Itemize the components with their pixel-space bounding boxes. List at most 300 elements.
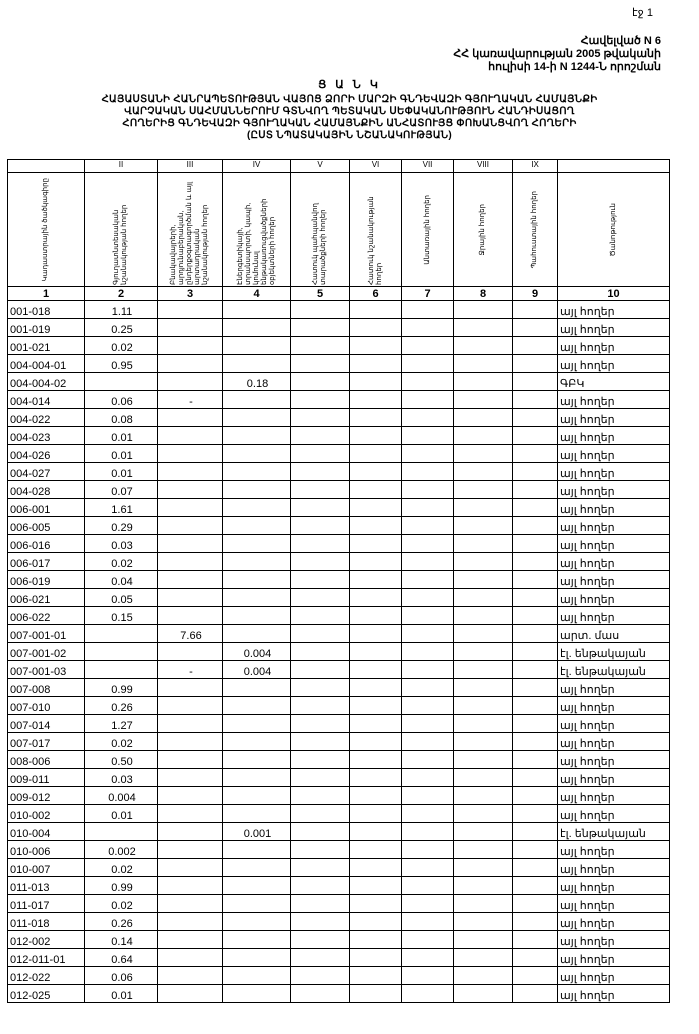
roman-cell: [558, 160, 670, 173]
energy-area-cell: [223, 769, 291, 787]
industrial-area-cell: [158, 553, 223, 571]
water-area-cell: [454, 301, 513, 319]
forest-area-cell: [402, 553, 454, 571]
special-area-cell: [350, 517, 402, 535]
reserve-area-cell: [513, 517, 558, 535]
special-area-cell: [350, 427, 402, 445]
cadastral-code-cell: 007-014: [8, 715, 85, 733]
agricultural-area-cell: 0.26: [85, 697, 158, 715]
water-area-cell: [454, 913, 513, 931]
energy-area-cell: [223, 913, 291, 931]
industrial-area-cell: [158, 463, 223, 481]
water-area-cell: [454, 805, 513, 823]
column-header: [454, 173, 513, 287]
special-area-cell: [350, 679, 402, 697]
industrial-area-cell: [158, 895, 223, 913]
agricultural-area-cell: 0.15: [85, 607, 158, 625]
industrial-area-cell: [158, 427, 223, 445]
industrial-area-cell: [158, 859, 223, 877]
table-row: [8, 823, 670, 841]
energy-area-cell: [223, 301, 291, 319]
protected-area-cell: [291, 913, 350, 931]
table-row: [8, 355, 670, 373]
column-number: 2: [85, 287, 158, 301]
note-cell: այլ հողեր: [558, 391, 670, 409]
table-row: [8, 769, 670, 787]
industrial-area-cell: -: [158, 391, 223, 409]
protected-area-cell: [291, 931, 350, 949]
energy-area-cell: [223, 463, 291, 481]
note-cell: այլ հողեր: [558, 787, 670, 805]
industrial-area-cell: [158, 715, 223, 733]
water-area-cell: [454, 409, 513, 427]
reserve-area-cell: [513, 553, 558, 571]
note-cell: այլ հողեր: [558, 805, 670, 823]
industrial-area-cell: [158, 931, 223, 949]
column-number: 1: [8, 287, 85, 301]
reserve-area-cell: [513, 499, 558, 517]
energy-area-cell: 0.18: [223, 373, 291, 391]
note-cell: այլ հողեր: [558, 535, 670, 553]
special-area-cell: [350, 463, 402, 481]
cadastral-code-cell: 006-016: [8, 535, 85, 553]
reserve-area-cell: [513, 589, 558, 607]
water-area-cell: [454, 355, 513, 373]
energy-area-cell: [223, 625, 291, 643]
note-cell: էլ. ենթակայան: [558, 643, 670, 661]
agricultural-area-cell: 0.26: [85, 913, 158, 931]
column-header: [223, 173, 291, 287]
forest-area-cell: [402, 949, 454, 967]
water-area-cell: [454, 769, 513, 787]
agricultural-area-cell: 0.99: [85, 877, 158, 895]
special-area-cell: [350, 589, 402, 607]
protected-area-cell: [291, 805, 350, 823]
agricultural-area-cell: 0.03: [85, 769, 158, 787]
cadastral-code-cell: 004-028: [8, 481, 85, 499]
table-row: [8, 607, 670, 625]
energy-area-cell: [223, 751, 291, 769]
forest-area-cell: [402, 769, 454, 787]
special-area-cell: [350, 733, 402, 751]
page-number: էջ 1: [632, 7, 653, 19]
forest-area-cell: [402, 589, 454, 607]
energy-area-cell: [223, 409, 291, 427]
water-area-cell: [454, 859, 513, 877]
energy-area-cell: [223, 787, 291, 805]
energy-area-cell: [223, 715, 291, 733]
column-header: [158, 173, 223, 287]
agricultural-area-cell: [85, 643, 158, 661]
agricultural-area-cell: [85, 661, 158, 679]
forest-area-cell: [402, 499, 454, 517]
energy-area-cell: [223, 931, 291, 949]
header-water: Ջրային հողեր: [479, 203, 486, 256]
protected-area-cell: [291, 337, 350, 355]
forest-area-cell: [402, 391, 454, 409]
note-cell: այլ հողեր: [558, 895, 670, 913]
protected-area-cell: [291, 481, 350, 499]
industrial-area-cell: [158, 769, 223, 787]
agricultural-area-cell: 0.25: [85, 319, 158, 337]
industrial-area-cell: [158, 823, 223, 841]
note-cell: այլ հողեր: [558, 913, 670, 931]
industrial-area-cell: [158, 949, 223, 967]
note-cell: այլ հողեր: [558, 841, 670, 859]
water-area-cell: [454, 841, 513, 859]
forest-area-cell: [402, 697, 454, 715]
table-row: [8, 679, 670, 697]
water-area-cell: [454, 337, 513, 355]
agricultural-area-cell: 0.01: [85, 985, 158, 1003]
table-row: [8, 409, 670, 427]
cadastral-code-cell: 009-012: [8, 787, 85, 805]
cadastral-code-cell: 010-004: [8, 823, 85, 841]
forest-area-cell: [402, 625, 454, 643]
document-heading: Ց Ա Ն Կ: [318, 79, 381, 91]
energy-area-cell: [223, 391, 291, 409]
reserve-area-cell: [513, 301, 558, 319]
forest-area-cell: [402, 679, 454, 697]
energy-area-cell: [223, 589, 291, 607]
forest-area-cell: [402, 517, 454, 535]
note-cell: այլ հողեր: [558, 931, 670, 949]
cadastral-code-cell: 011-018: [8, 913, 85, 931]
water-area-cell: [454, 481, 513, 499]
reserve-area-cell: [513, 373, 558, 391]
industrial-area-cell: [158, 589, 223, 607]
note-cell: այլ հողեր: [558, 445, 670, 463]
note-cell: ԳԲԿ: [558, 373, 670, 391]
title-line: (ԸՍՏ ՆՊԱՏԱԿԱՅԻՆ ՆՇԱՆԱԿՈՒԹՅԱՆ): [246, 130, 453, 141]
table-row: [8, 859, 670, 877]
reserve-area-cell: [513, 823, 558, 841]
forest-area-cell: [402, 355, 454, 373]
cadastral-code-cell: 010-006: [8, 841, 85, 859]
forest-area-cell: [402, 859, 454, 877]
industrial-area-cell: [158, 805, 223, 823]
industrial-area-cell: [158, 913, 223, 931]
energy-area-cell: [223, 967, 291, 985]
cadastral-code-cell: 004-004-02: [8, 373, 85, 391]
cadastral-code-cell: 007-008: [8, 679, 85, 697]
note-cell: էլ. ենթակայան: [558, 823, 670, 841]
table-row: [8, 535, 670, 553]
cadastral-code-cell: 012-002: [8, 931, 85, 949]
special-area-cell: [350, 895, 402, 913]
table-row: [8, 427, 670, 445]
table-row: [8, 985, 670, 1003]
header-forest: Անտառային հողեր: [423, 194, 431, 265]
table-row: [8, 301, 670, 319]
forest-area-cell: [402, 409, 454, 427]
energy-area-cell: [223, 841, 291, 859]
cadastral-code-cell: 001-021: [8, 337, 85, 355]
cadastral-code-cell: 007-010: [8, 697, 85, 715]
reserve-area-cell: [513, 643, 558, 661]
industrial-area-cell: [158, 301, 223, 319]
note-cell: այլ հողեր: [558, 859, 670, 877]
special-area-cell: [350, 481, 402, 499]
forest-area-cell: [402, 643, 454, 661]
note-cell: էլ. ենթակայան: [558, 661, 670, 679]
agricultural-area-cell: 0.004: [85, 787, 158, 805]
energy-area-cell: [223, 445, 291, 463]
note-cell: այլ հողեր: [558, 877, 670, 895]
table-row: [8, 463, 670, 481]
industrial-area-cell: [158, 787, 223, 805]
protected-area-cell: [291, 355, 350, 373]
cadastral-code-cell: 004-026: [8, 445, 85, 463]
energy-area-cell: [223, 355, 291, 373]
forest-area-cell: [402, 535, 454, 553]
industrial-area-cell: 7.66: [158, 625, 223, 643]
agricultural-area-cell: 0.14: [85, 931, 158, 949]
reserve-area-cell: [513, 967, 558, 985]
cadastral-code-cell: 010-002: [8, 805, 85, 823]
roman-numeral-row: [8, 160, 670, 173]
reserve-area-cell: [513, 697, 558, 715]
protected-area-cell: [291, 553, 350, 571]
table-row: [8, 895, 670, 913]
industrial-area-cell: [158, 337, 223, 355]
forest-area-cell: [402, 607, 454, 625]
forest-area-cell: [402, 913, 454, 931]
note-cell: այլ հողեր: [558, 697, 670, 715]
cadastral-code-cell: 007-017: [8, 733, 85, 751]
water-area-cell: [454, 625, 513, 643]
water-area-cell: [454, 931, 513, 949]
roman-cell: III: [158, 160, 223, 173]
protected-area-cell: [291, 571, 350, 589]
water-area-cell: [454, 733, 513, 751]
energy-area-cell: [223, 337, 291, 355]
forest-area-cell: [402, 733, 454, 751]
forest-area-cell: [402, 373, 454, 391]
industrial-area-cell: [158, 409, 223, 427]
protected-area-cell: [291, 391, 350, 409]
energy-area-cell: [223, 805, 291, 823]
water-area-cell: [454, 499, 513, 517]
note-cell: այլ հողեր: [558, 427, 670, 445]
protected-area-cell: [291, 643, 350, 661]
protected-area-cell: [291, 787, 350, 805]
cadastral-code-cell: 011-017: [8, 895, 85, 913]
column-number: 9: [513, 287, 558, 301]
note-cell: այլ հողեր: [558, 589, 670, 607]
table-row: [8, 499, 670, 517]
energy-area-cell: [223, 697, 291, 715]
special-area-cell: [350, 949, 402, 967]
forest-area-cell: [402, 841, 454, 859]
reserve-area-cell: [513, 913, 558, 931]
agricultural-area-cell: 0.01: [85, 427, 158, 445]
annex-decree-date: հուլիսի 14-ի N 1244-Ն որոշման: [488, 61, 661, 73]
special-area-cell: [350, 913, 402, 931]
cadastral-code-cell: 008-006: [8, 751, 85, 769]
table-row: [8, 517, 670, 535]
cadastral-code-cell: 004-023: [8, 427, 85, 445]
protected-area-cell: [291, 661, 350, 679]
special-area-cell: [350, 985, 402, 1003]
reserve-area-cell: [513, 391, 558, 409]
water-area-cell: [454, 967, 513, 985]
energy-area-cell: [223, 535, 291, 553]
column-header: [291, 173, 350, 287]
cadastral-code-cell: 001-019: [8, 319, 85, 337]
reserve-area-cell: [513, 949, 558, 967]
industrial-area-cell: [158, 877, 223, 895]
reserve-area-cell: [513, 679, 558, 697]
cadastral-code-cell: 012-025: [8, 985, 85, 1003]
header-special-purpose: Հատուկ նշանակության հողեր: [367, 195, 383, 285]
special-area-cell: [350, 841, 402, 859]
forest-area-cell: [402, 877, 454, 895]
special-area-cell: [350, 877, 402, 895]
protected-area-cell: [291, 463, 350, 481]
protected-area-cell: [291, 607, 350, 625]
roman-cell: VI: [350, 160, 402, 173]
table-row: [8, 643, 670, 661]
agricultural-area-cell: [85, 625, 158, 643]
special-area-cell: [350, 751, 402, 769]
header-protected-areas: Հատուկ պահպանվող տարածքների հողեր: [312, 202, 327, 285]
industrial-area-cell: [158, 373, 223, 391]
cadastral-code-cell: 006-001: [8, 499, 85, 517]
special-area-cell: [350, 571, 402, 589]
water-area-cell: [454, 823, 513, 841]
header-settlement-industrial: Բնակավայրերի, արդյունաբերական, ընդերքօգտագործման և այլ արտադրական նշանակության հողեր: [170, 181, 209, 285]
reserve-area-cell: [513, 337, 558, 355]
industrial-area-cell: [158, 643, 223, 661]
agricultural-area-cell: 0.02: [85, 733, 158, 751]
title-line: ՀՈՂԵՐԻՑ ԳՆԴԵՎԱԶԻ ԳՅՈՒՂԱԿԱՆ ՀԱՄԱՅՆՔԻՆ ԱՆՀԱՏՈՒՅՑ ՓՈԽԱՆՑՎՈՂ ՀՈՂԵՐԻ: [122, 118, 577, 129]
table-row: [8, 805, 670, 823]
water-area-cell: [454, 517, 513, 535]
energy-area-cell: [223, 553, 291, 571]
title-line: ՀԱՅԱՍՏԱՆԻ ՀԱՆՐԱՊԵՏՈՒԹՅԱՆ ՎԱՅՈՑ ՁՈՐԻ ՄԱՐԶԻ ԳՆԴԵՎԱԶԻ ԳՅՈՒՂԱԿԱՆ ՀԱՄԱՅՆՔԻ: [101, 94, 598, 105]
special-area-cell: [350, 301, 402, 319]
forest-area-cell: [402, 895, 454, 913]
energy-area-cell: [223, 571, 291, 589]
table-row: [8, 751, 670, 769]
water-area-cell: [454, 715, 513, 733]
forest-area-cell: [402, 463, 454, 481]
table-row: [8, 697, 670, 715]
note-cell: այլ հողեր: [558, 553, 670, 571]
forest-area-cell: [402, 337, 454, 355]
roman-cell: II: [85, 160, 158, 173]
industrial-area-cell: [158, 679, 223, 697]
energy-area-cell: [223, 679, 291, 697]
reserve-area-cell: [513, 841, 558, 859]
reserve-area-cell: [513, 625, 558, 643]
industrial-area-cell: [158, 481, 223, 499]
note-cell: այլ հողեր: [558, 607, 670, 625]
special-area-cell: [350, 823, 402, 841]
agricultural-area-cell: 1.11: [85, 301, 158, 319]
special-area-cell: [350, 373, 402, 391]
table-row: [8, 931, 670, 949]
agricultural-area-cell: 0.07: [85, 481, 158, 499]
column-number: 8: [454, 287, 513, 301]
special-area-cell: [350, 409, 402, 427]
note-cell: այլ հողեր: [558, 517, 670, 535]
special-area-cell: [350, 337, 402, 355]
protected-area-cell: [291, 589, 350, 607]
energy-area-cell: 0.001: [223, 823, 291, 841]
energy-area-cell: [223, 499, 291, 517]
special-area-cell: [350, 355, 402, 373]
note-cell: այլ հողեր: [558, 733, 670, 751]
column-number-row: [8, 287, 670, 301]
agricultural-area-cell: 0.03: [85, 535, 158, 553]
note-cell: այլ հողեր: [558, 337, 670, 355]
energy-area-cell: [223, 985, 291, 1003]
protected-area-cell: [291, 895, 350, 913]
cadastral-code-cell: 007-001-02: [8, 643, 85, 661]
water-area-cell: [454, 661, 513, 679]
energy-area-cell: [223, 895, 291, 913]
note-cell: այլ հողեր: [558, 751, 670, 769]
note-cell: այլ հողեր: [558, 769, 670, 787]
agricultural-area-cell: [85, 823, 158, 841]
roman-cell: IV: [223, 160, 291, 173]
water-area-cell: [454, 643, 513, 661]
roman-cell: IX: [513, 160, 558, 173]
cadastral-code-cell: 004-027: [8, 463, 85, 481]
protected-area-cell: [291, 877, 350, 895]
table-row: [8, 625, 670, 643]
water-area-cell: [454, 373, 513, 391]
column-header: [513, 173, 558, 287]
energy-area-cell: [223, 481, 291, 499]
energy-area-cell: [223, 607, 291, 625]
water-area-cell: [454, 985, 513, 1003]
agricultural-area-cell: 1.27: [85, 715, 158, 733]
reserve-area-cell: [513, 931, 558, 949]
special-area-cell: [350, 931, 402, 949]
water-area-cell: [454, 697, 513, 715]
cadastral-code-cell: 004-014: [8, 391, 85, 409]
agricultural-area-cell: 0.01: [85, 463, 158, 481]
protected-area-cell: [291, 859, 350, 877]
special-area-cell: [350, 607, 402, 625]
forest-area-cell: [402, 445, 454, 463]
roman-cell: VIII: [454, 160, 513, 173]
protected-area-cell: [291, 769, 350, 787]
table-row: [8, 967, 670, 985]
column-header: [85, 173, 158, 287]
industrial-area-cell: [158, 535, 223, 553]
table-row: [8, 661, 670, 679]
protected-area-cell: [291, 499, 350, 517]
reserve-area-cell: [513, 715, 558, 733]
reserve-area-cell: [513, 355, 558, 373]
reserve-area-cell: [513, 661, 558, 679]
agricultural-area-cell: 0.02: [85, 553, 158, 571]
forest-area-cell: [402, 967, 454, 985]
cadastral-code-cell: 011-013: [8, 877, 85, 895]
protected-area-cell: [291, 949, 350, 967]
industrial-area-cell: [158, 319, 223, 337]
water-area-cell: [454, 949, 513, 967]
energy-area-cell: [223, 427, 291, 445]
cadastral-code-cell: 012-022: [8, 967, 85, 985]
column-number: 3: [158, 287, 223, 301]
industrial-area-cell: [158, 733, 223, 751]
special-area-cell: [350, 859, 402, 877]
